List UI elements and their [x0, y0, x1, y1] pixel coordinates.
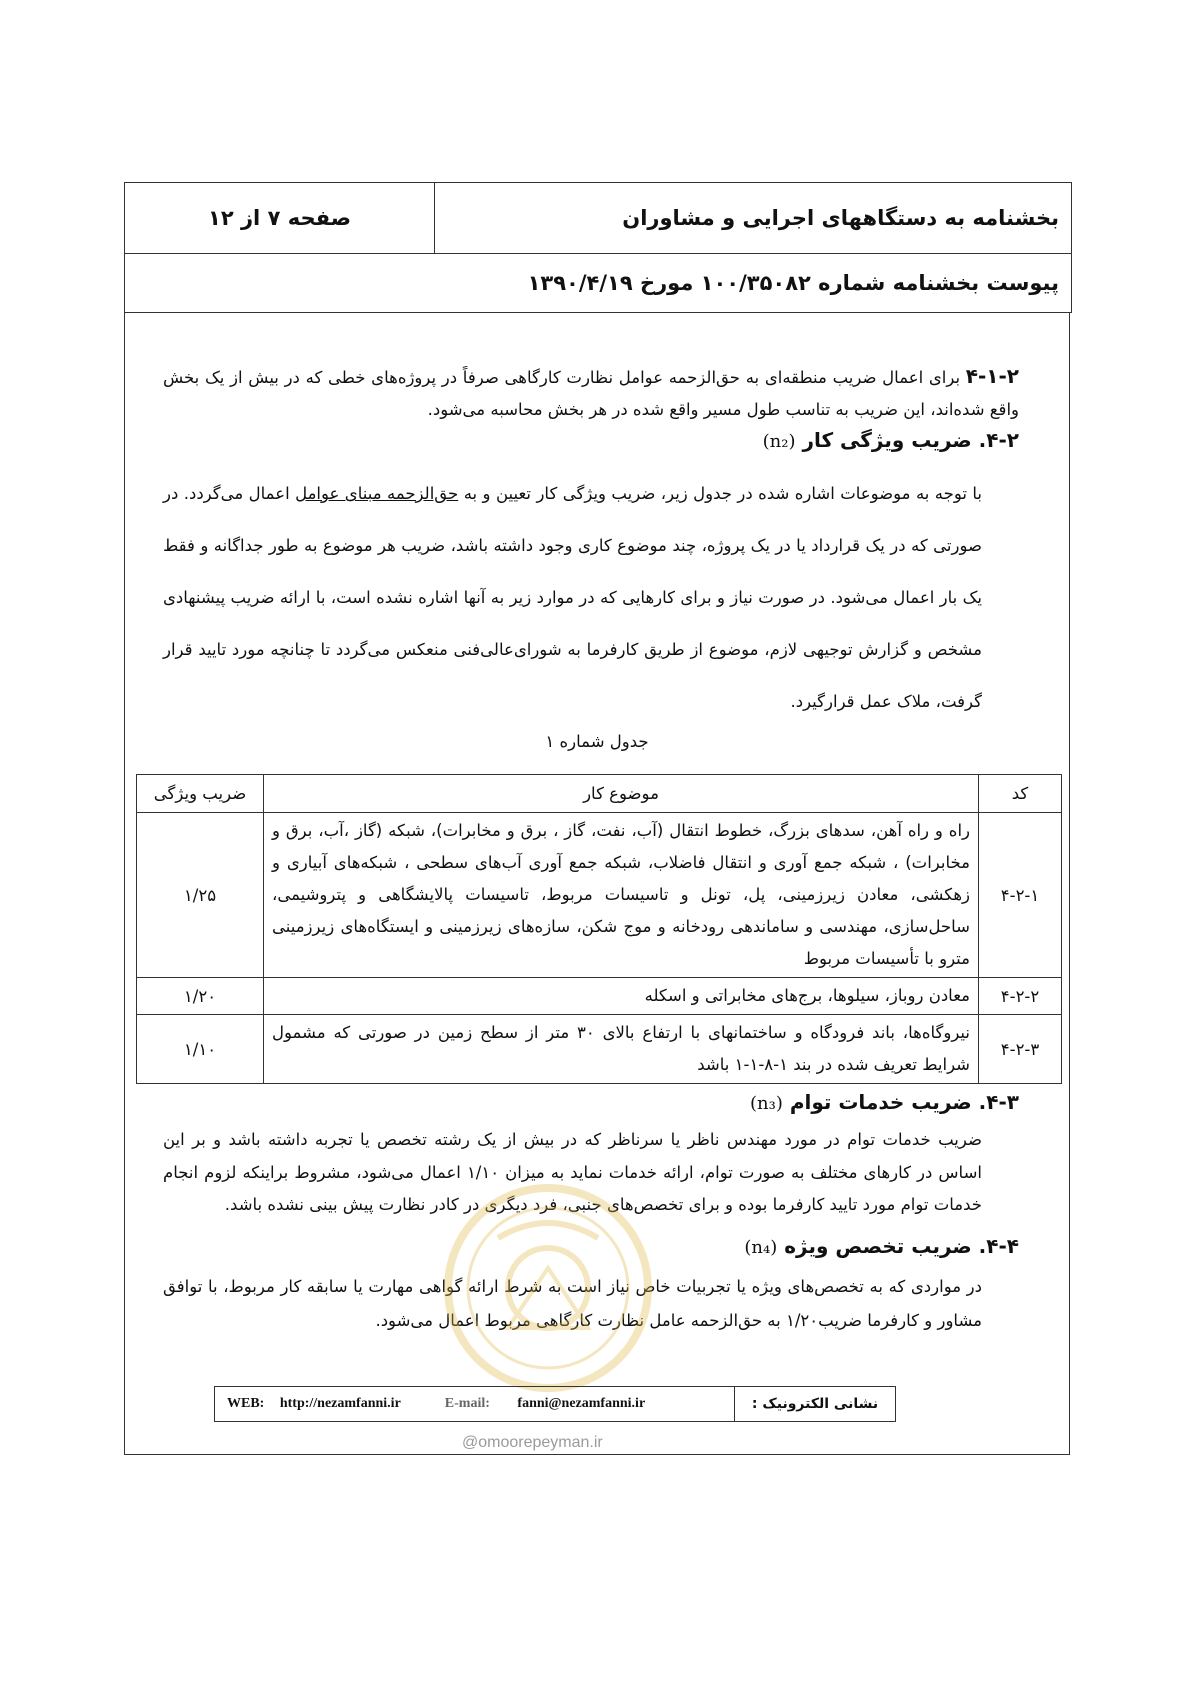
heading-4-3 — [750, 1090, 1019, 1114]
heading-text: ۴-۳. ضریب خدمات توام — [789, 1090, 1019, 1114]
row-coef: ۱/۱۰ — [137, 1015, 264, 1084]
paragraph-text-a: با توجه به موضوعات اشاره شده در جدول زیر، ضریب ویژگی کار تعیین و به — [463, 484, 983, 503]
row-coef: ۱/۲۵ — [137, 813, 264, 978]
row-coef: ۱/۲۰ — [137, 978, 264, 1015]
table-row — [137, 1015, 1062, 1084]
work-coefficient-table — [136, 774, 1062, 1084]
paragraph-4-3: ضریب خدمات توام در مورد مهندس ناظر یا سرناظر که در بیش از یک رشته تخصص یا تجربه داشته باشد و بر این اساس در کارهای مختلف به صورت توام، ارائه خدمات نماید به میزان ۱/۱۰ اعمال می‌شود، مشروط براینکه لزوم انجام خدمات توام مورد تایید کارفرما بوده و برای تخصص‌های جنبی، فرد دیگری در کادر نظارت پیش بینی نشده باشد. — [163, 1130, 982, 1214]
underlined-phrase: حق‌الزحمه مبنای عوامل — [295, 484, 459, 503]
paragraph-4-4: در مواردی که به تخصص‌های ویژه یا تجربیات خاص نیاز است به شرط ارائه گواهی مهارت یا سابقه کار مربوط، با توافق مشاور و کارفرما ضریب۱/۲۰ به حق‌الزحمه عامل نظارت کارگاهی مربوط اعمال می‌شود. — [163, 1277, 982, 1330]
header-top-row — [125, 183, 1071, 254]
heading-symbol: (n₂) — [762, 431, 796, 452]
column-header-code: کد — [979, 775, 1062, 813]
credit-watermark: @omoorepeyman.ir — [462, 1434, 603, 1451]
row-code: ۴-۲-۲ — [979, 978, 1062, 1015]
table-caption: جدول شماره ۱ — [545, 732, 649, 751]
table-row — [137, 978, 1062, 1015]
row-code: ۴-۲-۱ — [979, 813, 1062, 978]
section-number: ۴-۱-۲ — [965, 364, 1019, 388]
page-number: صفحه ۷ از ۱۲ — [208, 206, 351, 230]
header-title: بخشنامه به دستگاههای اجرایی و مشاوران — [434, 183, 1071, 253]
web-link[interactable]: http://nezamfanni.ir — [279, 1396, 401, 1411]
heading-4-4 — [744, 1234, 1019, 1258]
seal-icon — [438, 1178, 658, 1398]
table-header-row — [137, 775, 1062, 813]
heading-text: ۴-۴. ضریب تخصص ویژه — [784, 1234, 1019, 1258]
row-subject: معادن روباز، سیلوها، برج‌های مخابراتی و اسکله — [264, 978, 979, 1015]
footer-web — [227, 1396, 401, 1412]
row-code: ۴-۲-۳ — [979, 1015, 1062, 1084]
paragraph-4-2 — [163, 468, 982, 728]
footer-label: نشانی الکترونیک : — [734, 1387, 895, 1421]
footer-contact — [214, 1386, 896, 1422]
table-row — [137, 813, 1062, 978]
column-header-coef: ضریب ویژگی — [137, 775, 264, 813]
row-subject: نیروگاه‌ها، باند فرودگاه و ساختمانهای با ارتفاع بالای ۳۰ متر از سطح زمین در صورتی که مشمول شرایط تعریف شده در بند ۱-۸-۱-۱ باشد — [264, 1015, 979, 1084]
column-header-subject: موضوع کار — [264, 775, 979, 813]
document-header — [124, 182, 1072, 313]
footer-values — [215, 1387, 734, 1421]
heading-symbol: (n₄) — [744, 1237, 778, 1258]
heading-4-2 — [763, 428, 1019, 452]
row-subject: راه و راه آهن، سدهای بزرگ، خطوط انتقال (آب، نفت، گاز ، برق و مخابرات)، شبکه (گاز ،آب، برق و مخابرات) ، شبکه جمع آوری و انتقال فاضلاب، شبکه جمع آوری آب‌های سطحی ، شبکه‌های آبیاری و زهکشی، معادن زیرزمینی، پل، تونل و تاسیسات مربوط، تاسیسات پالایشگاهی و پتروشیمی، ساحل‌سازی، مهندسی و ساماندهی رودخانه و موج شکن، سازه‌های زیرزمینی و ایستگاه‌های زیرزمینی مترو با تأسیسات مربوط — [264, 813, 979, 978]
paragraph-4-1-2 — [163, 360, 1019, 426]
heading-symbol: (n₃) — [749, 1093, 783, 1114]
paragraph-text-b: اعمال می‌گردد. در صورتی که در یک قرارداد یا در یک پروژه، چند موضوع کاری وجود داشته باشد، ضریب هر موضوع به طور جداگانه و فقط یک بار اعمال می‌شود. در صورت نیاز و برای کارهایی که در موارد زیر به آنها اشاره نشده است، با ارائه ضریب پیشنهادی مشخص و گزارش توجیهی لازم، موضوع از طریق کارفرما به شورای‌عالی‌فنی منعکس می‌گردد تا چنانچه مورد تایید قرار گرفت، ملاک عمل قرارگیرد. — [163, 484, 982, 711]
email-label: E-mail: — [444, 1396, 490, 1411]
attachment-line: پیوست بخشنامه شماره ۱۰۰/۳۵۰۸۲ مورخ ۱۳۹۰/۴/۱۹ — [527, 271, 1059, 295]
footer-email — [445, 1396, 645, 1412]
paragraph-text: برای اعمال ضریب منطقه‌ای به حق‌الزحمه عوامل نظارت کارگاهی صرفاً در پروژه‌های خطی که در بیش از یک بخش واقع شده‌اند، این ضریب به تناسب طول مسیر واقع شده در هر بخش محاسبه می‌شود. — [163, 368, 1019, 419]
heading-text: ۴-۲. ضریب ویژگی کار — [802, 428, 1019, 452]
email-link[interactable]: fanni@nezamfanni.ir — [517, 1396, 646, 1411]
web-label: WEB: — [227, 1396, 265, 1411]
